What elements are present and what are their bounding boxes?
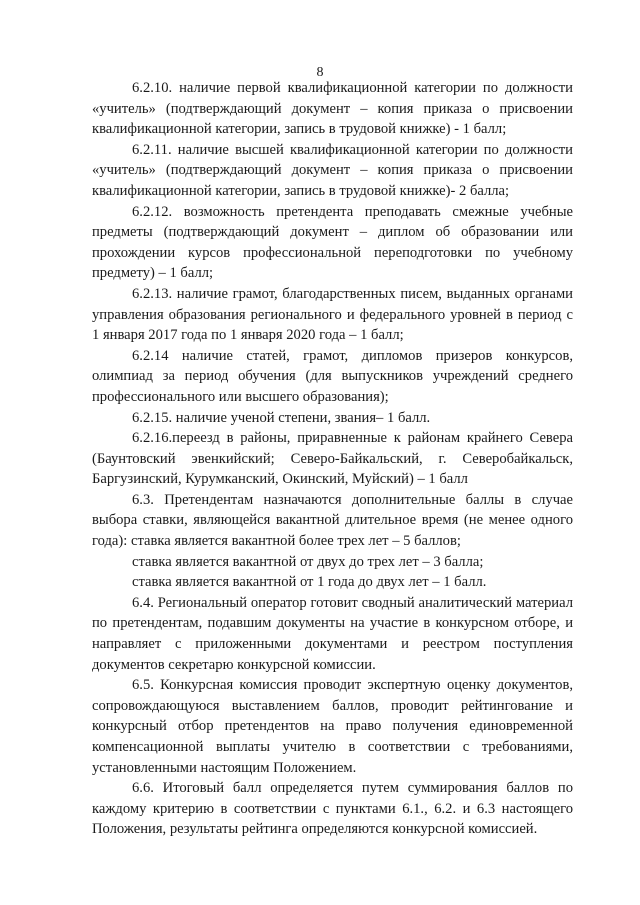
paragraph-6-2-13: 6.2.13. наличие грамот, благодарственных писем, выданных органами управления образования регионального и федерального уровней в период с 1 января 2017 года по 1 января 2020 года – 1 балл; (92, 285, 573, 344)
paragraph-6-6: 6.6. Итоговый балл определяется путем суммирования баллов по каждому критерию в соответствии с пунктами 6.1., 6.2. и 6.3 настоящего Положения, результаты рейтинга определяются конкурсной комиссией. (92, 780, 573, 838)
paragraph-6-2-14: 6.2.14 наличие статей, грамот, дипломов призеров конкурсов, олимпиад за период обучения (для выпускников учреждений среднего профессионального или высшего образования); (92, 347, 573, 405)
paragraph-6-2-15: 6.2.15. наличие ученой степени, звания– 1 балл. (132, 409, 431, 426)
paragraph-6-3: 6.3. Претендентам назначаются дополнительные баллы в случае выбора ставки, являющейся вакантной длительное время (не менее одного года): ставка является вакантной более трех лет – 5 баллов; (92, 491, 573, 550)
paragraph-6-2-16: 6.2.16.переезд в районы, приравненные к районам крайнего Севера (Баунтовский эвенкийский; Северо-Байкальский, г. Северобайкальск, Баргузинский, Курумканский, Окинский, Муйский) – 1 балл (92, 430, 573, 488)
page-number: 8 (316, 65, 324, 80)
paragraph-6-5: 6.5. Конкурсная комиссия проводит экспертную оценку документов, сопровождающуюся выставлением баллов, проводит рейтингование и конкурсный отбор претендентов на право получения единовременной компенсационной выплаты учителю в соответствии с требованиями, установленными настоящим Положением. (92, 677, 573, 776)
paragraph-6-3-rate-one-two-years: ставка является вакантной от 1 года до двух лет – 1 балл. (132, 574, 487, 591)
document-body (92, 78, 573, 840)
paragraph-6-2-10: 6.2.10. наличие первой квалификационной категории по должности «учитель» (подтверждающий документ – копия приказа о присвоении квалификационной категории, запись в трудовой книжке) - 1 балл; (92, 80, 573, 138)
paragraph-6-2-12: 6.2.12. возможность претендента преподавать смежные учебные предметы (подтверждающий документ – диплом об образовании или прохождении курсов профессиональной переподготовки по учебному предмету) – 1 балл; (92, 203, 573, 282)
paragraph-6-4: 6.4. Региональный оператор готовит сводный аналитический материал по претендентам, подавшим документы на участие в конкурсном отборе, и направляет с приложенными документами и реестром поступления документов секретарю конкурсной комиссии. (92, 594, 573, 673)
paragraph-6-2-11: 6.2.11. наличие высшей квалификационной категории по должности «учитель» (подтверждающий документ – копия приказа о присвоении квалификационной категории, запись в трудовой книжке)- 2 балла; (92, 141, 573, 199)
paragraph-6-3-rate-two-three-years: ставка является вакантной от двух до трех лет – 3 балла; (132, 553, 484, 570)
